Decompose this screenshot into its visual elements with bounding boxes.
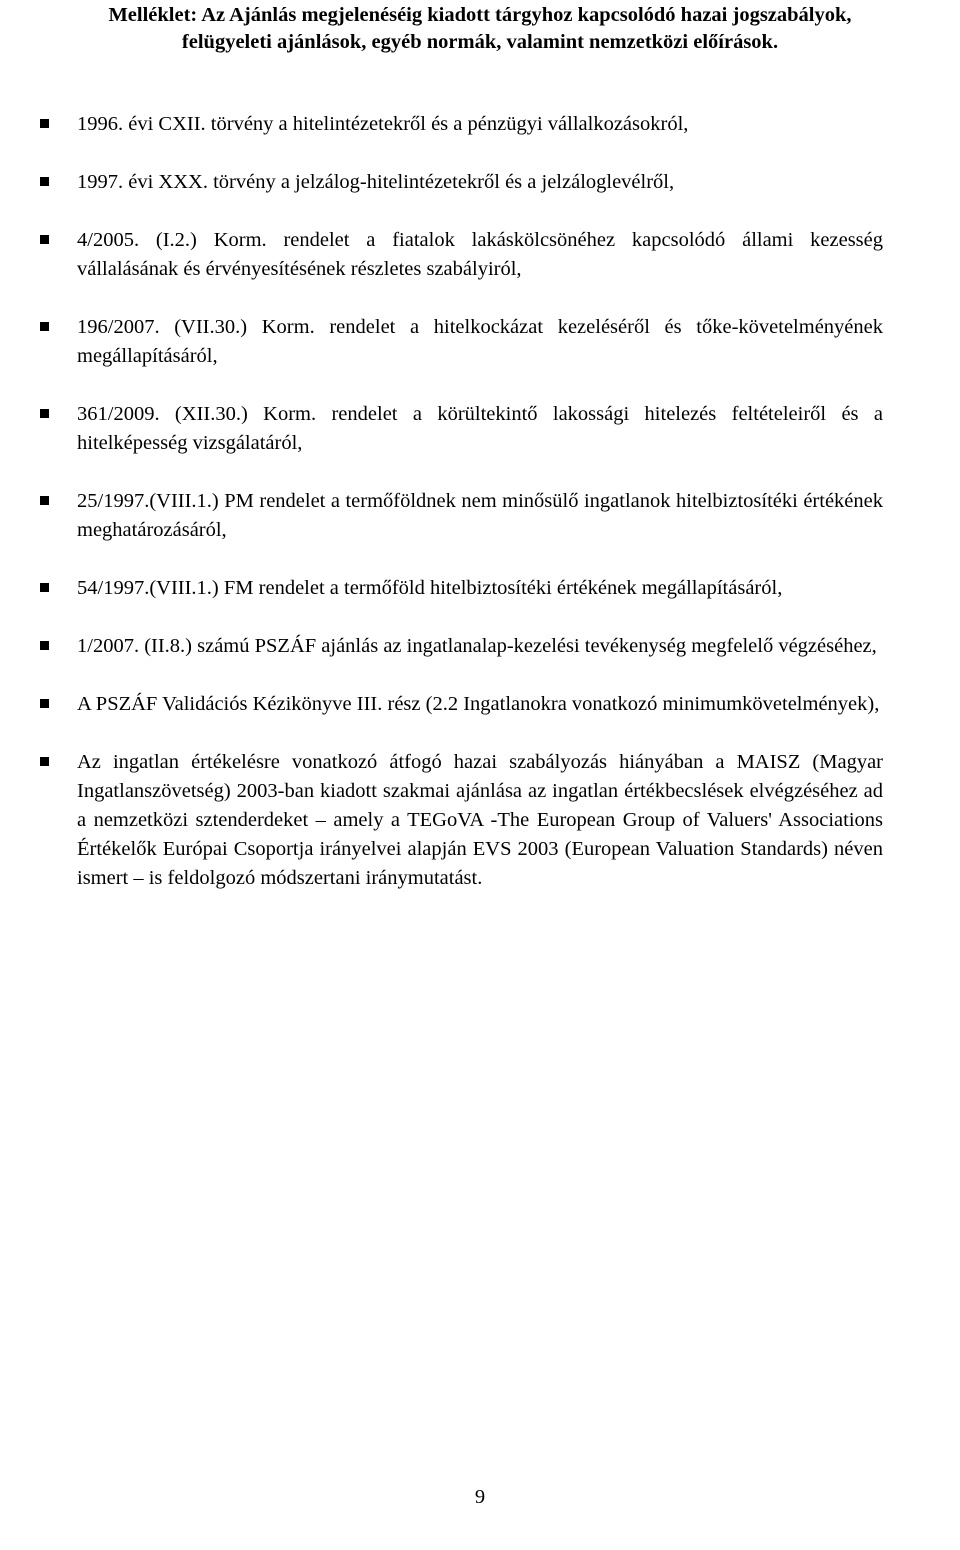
list-item-text: 54/1997.(VIII.1.) FM rendelet a termőföld hitelbiztosítéki értékének megállapításáról, [77, 577, 783, 599]
square-bullet-icon [40, 177, 49, 186]
square-bullet-icon [40, 699, 49, 708]
document-title [0, 2, 960, 56]
list-item [0, 400, 883, 458]
list-item-text: 1/2007. (II.8.) számú PSZÁF ajánlás az ingatlanalap-kezelési tevékenység megfelelő végzéséhez, [77, 635, 877, 657]
square-bullet-icon [40, 583, 49, 592]
square-bullet-icon [40, 757, 49, 766]
list-item [0, 748, 883, 893]
list-item-text: 1997. évi XXX. törvény a jelzálog-hitelintézetekről és a jelzáloglevélről, [77, 171, 675, 193]
list-item-text: Az ingatlan értékelésre vonatkozó átfogó hazai szabályozás hiányában a MAISZ (Magyar Ingatlanszövetség) 2003-ban kiadott szakmai ajánlása az ingatlan értékbecslések elvégzéséhez ad a nemzetközi sztenderdeket – amely a TEGoVA -The European Group of Valuers' Associations Értékelők Európai Csoportja irányelvei alapján EVS 2003 (European Valuation Standards) néven ismert – is feldolgozó módszertani iránymutatást. [77, 751, 883, 889]
list-item [0, 110, 883, 139]
list-item-text: A PSZÁF Validációs Kézikönyve III. rész (2.2 Ingatlanokra vonatkozó minimumkövetelmények), [77, 693, 880, 715]
square-bullet-icon [40, 496, 49, 505]
square-bullet-icon [40, 641, 49, 650]
square-bullet-icon [40, 235, 49, 244]
list-item-text: 4/2005. (I.2.) Korm. rendelet a fiatalok lakáskölcsönéhez kapcsolódó állami kezesség vállalásának és érvényesítésének részletes szabályiról, [77, 229, 883, 280]
title-line-1: Melléklet: Az Ajánlás megjelenéséig kiadott tárgyhoz kapcsolódó hazai jogszabályok, [108, 4, 852, 26]
square-bullet-icon [40, 322, 49, 331]
square-bullet-icon [40, 409, 49, 418]
list-item [0, 168, 883, 197]
list-item-text: 361/2009. (XII.30.) Korm. rendelet a körültekintő lakossági hitelezés feltételeiről és a hitelképesség vizsgálatáról, [77, 403, 883, 454]
title-line-2: felügyeleti ajánlások, egyéb normák, valamint nemzetközi előírások. [181, 31, 779, 53]
list-item [0, 690, 883, 719]
list-item-text: 196/2007. (VII.30.) Korm. rendelet a hitelkockázat kezeléséről és tőke-követelményének megállapításáról, [77, 316, 883, 367]
regulation-list [0, 110, 960, 893]
list-item [0, 226, 883, 284]
list-item-text: 25/1997.(VIII.1.) PM rendelet a termőföldnek nem minősülő ingatlanok hitelbiztosítéki értékének meghatározásáról, [77, 490, 883, 541]
list-item-text: 1996. évi CXII. törvény a hitelintézetekről és a pénzügyi vállalkozásokról, [77, 113, 689, 135]
page-number: 9 [474, 1486, 486, 1508]
list-item [0, 313, 883, 371]
square-bullet-icon [40, 119, 49, 128]
list-item [0, 487, 883, 545]
list-item [0, 632, 883, 661]
list-item [0, 574, 883, 603]
